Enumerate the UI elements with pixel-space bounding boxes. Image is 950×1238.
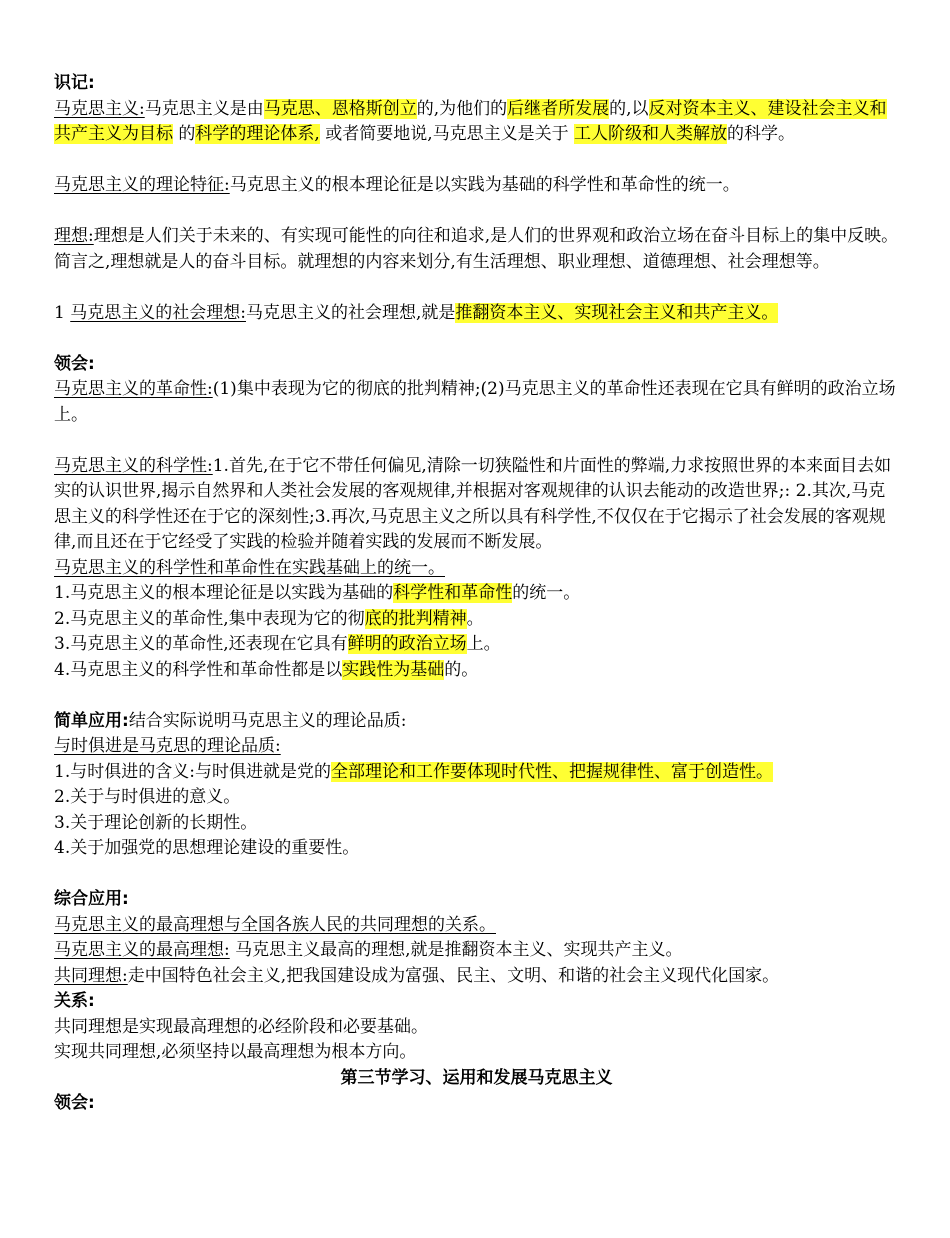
list-item	[54, 632, 899, 658]
list-item	[54, 760, 899, 786]
highlight: 马克思、恩格斯创立	[263, 98, 417, 119]
text-run: 的,为他们的	[416, 98, 508, 119]
relation-line: 实现共同理想,必须坚持以最高理想为根本方向。	[54, 1042, 417, 1062]
section-heading-simple-application	[54, 709, 899, 735]
section-heading-understand: 领会:	[54, 353, 95, 374]
paragraph-theory-feature	[54, 173, 899, 199]
text-run: 的,以	[609, 98, 649, 119]
document-page	[54, 71, 899, 1117]
text-run: 马克思主义的社会理想,就是	[245, 302, 456, 323]
highlight: 实践性为基础	[342, 659, 445, 680]
paragraph-revolutionary	[54, 377, 899, 428]
term-theory-feature: 马克思主义的理论特征:	[54, 175, 230, 195]
highlight: 鲜明的政治立场	[347, 634, 467, 654]
text-run: 上。	[466, 634, 501, 654]
highlight: 反对资本主义、建设社会主义和共产主义为目标	[54, 98, 887, 144]
term-ideal: 理想:	[54, 226, 94, 246]
paragraph-scientific	[54, 454, 899, 556]
list-item	[54, 607, 899, 633]
highlight: 底的批判精神	[364, 608, 467, 629]
unity-title: 马克思主义的科学性和革命性在实践基础上的统一。	[54, 557, 445, 578]
relation-title: 马克思主义的最高理想与全国各族人民的共同理想的关系。	[54, 914, 496, 935]
text-run: 的统一。	[512, 583, 581, 603]
relation-heading: 关系:	[54, 991, 95, 1011]
term-revolutionary: 马克思主义的革命性:	[54, 379, 213, 399]
text-run: 2.马克思主义的革命性,集中表现为它的彻	[54, 608, 365, 629]
text-run: 理想是人们关于未来的、有实现可能性的向往和追求,是人们的世界观和政治立场在奋斗目标上的集中反映。简言之,理想就是人的奋斗目标。就理想的内容来划分,有生活理想、职业理想、道德理想、社会理想等。	[54, 226, 899, 272]
highlight: 后继者所发展	[507, 98, 610, 119]
text-run: 4.马克思主义的科学性和革命性都是以	[54, 659, 343, 680]
text-run: 的。	[444, 659, 479, 680]
text-run: 。	[466, 608, 484, 629]
paragraph-ideal	[54, 224, 899, 275]
term-social-ideal: 马克思主义的社会理想:	[70, 302, 246, 323]
text-run: 或者简要地说,马克思主义是关于	[319, 124, 575, 144]
text-run: (1)集中表现为它的彻底的批判精神;(2)马克思主义的革命性还表现在它具有鲜明的政治立场上。	[54, 379, 896, 425]
text-run: 1.与时俱进的含义:与时俱进就是党的	[54, 761, 331, 782]
text-run: 结合实际说明马克思主义的理论品质:	[128, 710, 407, 731]
term-highest-ideal: 马克思主义的最高理想:	[54, 940, 230, 960]
item-number: 1	[54, 302, 71, 323]
section-heading-comprehensive-application: 综合应用:	[54, 889, 129, 909]
list-item: 2.关于与时俱进的意义。	[54, 787, 241, 807]
highlight: 科学的理论体系,	[195, 124, 320, 144]
list-item: 3.关于理论创新的长期性。	[54, 812, 258, 833]
subtitle-keep-pace: 与时俱进是马克思的理论品质:	[54, 736, 281, 756]
highlight: 科学性和革命性	[393, 583, 513, 603]
paragraph-marxism-definition	[54, 97, 899, 148]
text-run: 马克思主义的根本理论征是以实践为基础的科学性和革命性的统一。	[229, 175, 740, 195]
text-run: 马克思主义是由	[144, 98, 264, 119]
section-title-third: 第三节学习、运用和发展马克思主义	[340, 1067, 613, 1088]
text-run: 马克思主义最高的理想,就是推翻资本主义、实现共产主义。	[229, 940, 683, 960]
section-heading-recall: 识记:	[54, 73, 95, 93]
term-marxism: 马克思主义:	[54, 98, 145, 119]
term-scientific: 马克思主义的科学性:	[54, 455, 213, 476]
text-run: 1.马克思主义的根本理论征是以实践为基础的	[54, 583, 394, 603]
text-run: 的	[173, 124, 196, 144]
paragraph-highest-ideal	[54, 938, 899, 964]
section-heading-understand-2: 领会:	[54, 1093, 95, 1113]
paragraph-social-ideal	[54, 301, 899, 327]
term-common-ideal: 共同理想:	[54, 965, 128, 986]
highlight: 工人阶级和人类解放	[574, 124, 728, 144]
relation-line: 共同理想是实现最高理想的必经阶段和必要基础。	[54, 1016, 428, 1037]
list-item	[54, 581, 899, 607]
paragraph-common-ideal	[54, 964, 899, 990]
text-run: 走中国特色社会主义,把我国建设成为富强、民主、文明、和谐的社会主义现代化国家。	[127, 965, 780, 986]
text-run: 3.马克思主义的革命性,还表现在它具有	[54, 634, 348, 654]
text-run: 的科学。	[727, 124, 796, 144]
heading-label: 简单应用:	[54, 710, 129, 731]
highlight: 全部理论和工作要体现时代性、把握规律性、富于创造性。	[330, 761, 773, 782]
list-item	[54, 658, 899, 684]
list-item: 4.关于加强党的思想理论建设的重要性。	[54, 838, 360, 858]
highlight: 推翻资本主义、实现社会主义和共产主义。	[455, 302, 779, 323]
text-run: 1.首先,在于它不带任何偏见,清除一切狭隘性和片面性的弊端,力求按照世界的本来面目去如实的认识世界,揭示自然界和人类社会发展的客观规律,并根据对客观规律的认识去能动的改造世界;: 2.其次,马克思主义的科学性还在于它的深刻性;3.再次,马克思主义之所以具有科学性,不仅仅在于它揭示了社会发展的客观规律,而且还在于它经受了实践的检验并随着实践的发展而不断发展。	[54, 455, 892, 552]
